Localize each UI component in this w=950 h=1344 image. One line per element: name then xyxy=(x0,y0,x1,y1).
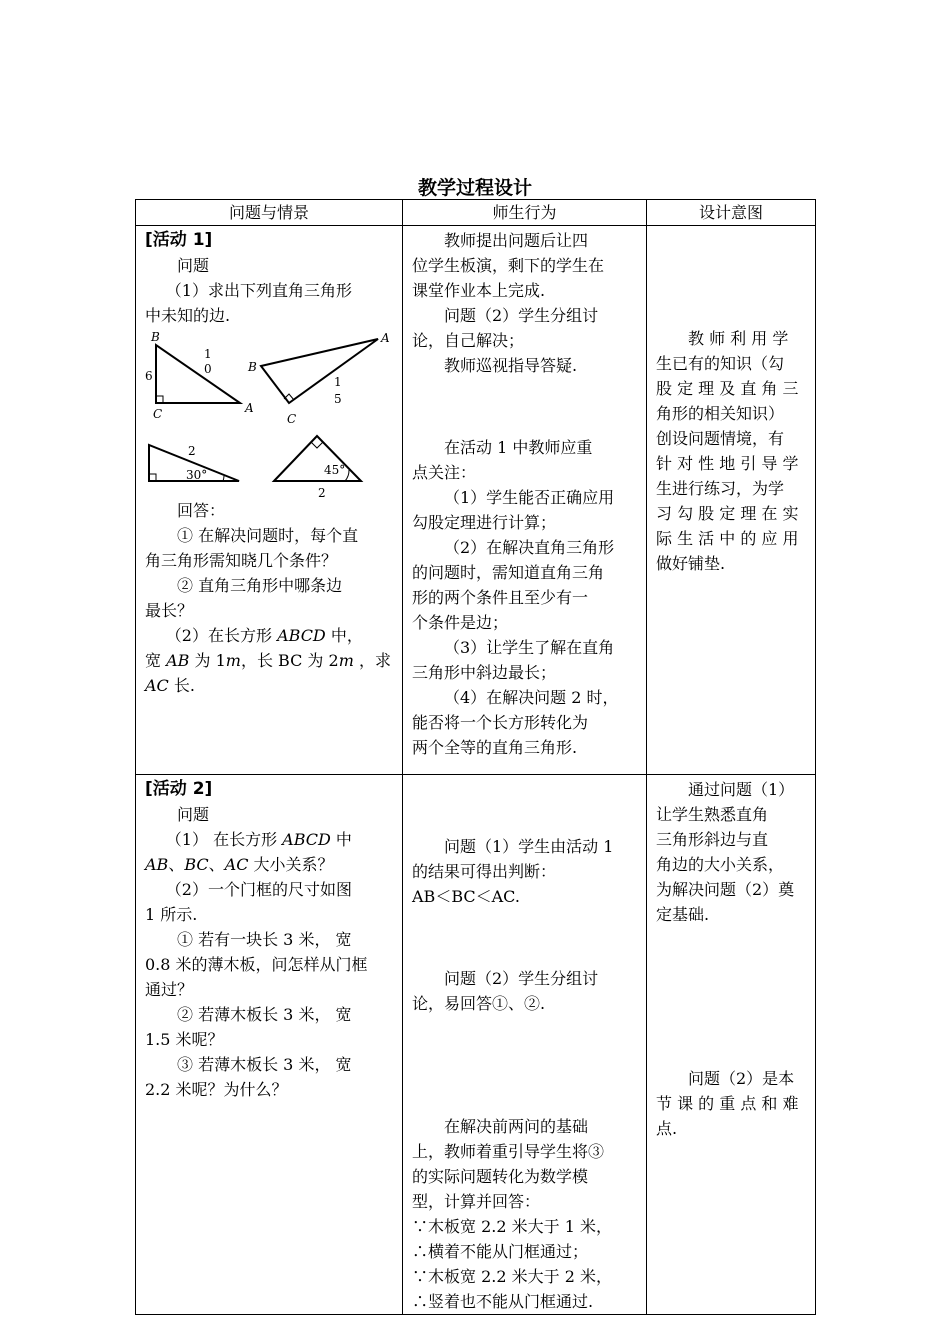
text-line: 能否将一个长方形转化为 xyxy=(412,713,589,732)
text-line: 角形的相关知识） xyxy=(656,404,785,423)
teacher-text xyxy=(403,226,646,760)
intent-text xyxy=(647,226,815,576)
sub-question: ③ 若薄木板长 3 米， 宽 xyxy=(177,1055,352,1074)
q1-line: 中未知的边. xyxy=(145,306,231,325)
answer-line: ② 直角三角形中哪条边 xyxy=(177,576,343,595)
answer-line: ① 在解决问题时，每个直 xyxy=(177,526,359,545)
activity-1-intent xyxy=(647,226,816,775)
text-line: ∴横着不能从门框通过； xyxy=(412,1242,589,1261)
text-line: AB＜BC＜AC. xyxy=(412,887,520,906)
text-line: 两个全等的直角三角形. xyxy=(412,738,578,757)
activity-1-row xyxy=(136,226,816,775)
text-line: 教师提出问题后让四 xyxy=(444,231,589,250)
blank-line xyxy=(412,793,639,818)
blank-line xyxy=(412,1073,639,1098)
label-A: A xyxy=(381,331,390,345)
triangle-figures xyxy=(141,328,399,498)
q2-line: （2）一个门框的尺寸如图 xyxy=(165,880,352,899)
label-angle: 45° xyxy=(324,463,346,477)
text-line: 型，计算并回答： xyxy=(412,1192,541,1211)
text-line: 点. xyxy=(656,1119,678,1138)
text-line: 问题（2）是本 xyxy=(688,1069,795,1088)
intent-text xyxy=(647,775,815,1141)
text-line: 做好铺垫. xyxy=(656,554,726,573)
label-side: 5 xyxy=(334,392,342,406)
q2-line: AC 长. xyxy=(145,676,195,695)
text-line: 节 课 的 重 点 和 难 xyxy=(656,1094,799,1113)
label-side: 2 xyxy=(188,444,196,458)
right-angle-mark xyxy=(156,396,163,403)
text-line: ∵木板宽 2.2 米大于 2 米， xyxy=(412,1267,612,1286)
q2-line: （2）在长方形 ABCD 中， xyxy=(165,626,363,645)
q1-line: AB、BC、AC 大小关系？ xyxy=(145,855,334,874)
header-intent: 设计意图 xyxy=(647,200,816,226)
text-line: （1）学生能否正确应用 xyxy=(444,488,615,507)
label-B: B xyxy=(248,360,257,374)
text-line: 针 对 性 地 引 导 学 xyxy=(656,454,799,473)
text-line: 问题（2）学生分组讨 xyxy=(444,969,599,988)
sub-question: ① 若有一块长 3 米， 宽 xyxy=(177,930,352,949)
text-line: 习 勾 股 定 理 在 实 xyxy=(656,504,799,523)
sub-question: ② 若薄木板长 3 米， 宽 xyxy=(177,1005,352,1024)
sub-question: 通过？ xyxy=(145,980,194,999)
blank-line xyxy=(656,943,808,968)
label-A: A xyxy=(245,401,254,415)
text-line: ∴竖着也不能从门框通过. xyxy=(412,1292,594,1311)
q1-line: （1）求出下列直角三角形 xyxy=(165,281,352,300)
text-line: 让学生熟悉直角 xyxy=(656,805,769,824)
label-side: 1 xyxy=(204,347,212,361)
activity-2-situation xyxy=(136,775,403,1315)
page-title: 教学过程设计 xyxy=(417,177,532,199)
text-line: 通过问题（1） xyxy=(688,780,795,799)
activity-1-behavior xyxy=(403,226,647,775)
blank-line xyxy=(412,925,639,950)
text-line: 的问题时，需知道直角三角 xyxy=(412,563,605,582)
text-line: 上，教师着重引导学生将③ xyxy=(412,1142,605,1161)
triangle-1 xyxy=(156,345,240,403)
text-line: 生已有的知识（勾 xyxy=(656,354,785,373)
text-line: 点关注： xyxy=(412,463,477,482)
label-B: B xyxy=(151,330,160,344)
right-angle-mark xyxy=(311,442,323,448)
blank-line xyxy=(412,394,639,419)
text-line: 定基础. xyxy=(656,905,710,924)
label-C: C xyxy=(287,412,297,426)
text-line: 在活动 1 中教师应重 xyxy=(444,438,593,457)
text-line: 为解决问题（2）奠 xyxy=(656,880,795,899)
header-situation: 问题与情景 xyxy=(136,200,403,226)
text-line: 形的两个条件且至少有一 xyxy=(412,588,589,607)
blank-line xyxy=(412,1032,639,1057)
text-line: 三角形中斜边最长； xyxy=(412,663,557,682)
triangles-svg xyxy=(141,328,403,498)
text-line: 角边的大小关系， xyxy=(656,855,785,874)
text-line: 在解决前两问的基础 xyxy=(444,1117,589,1136)
text-line: 的结果可得出判断： xyxy=(412,862,557,881)
text-line: 位学生板演，剩下的学生在 xyxy=(412,256,605,275)
text-line: 论，易回答①、②. xyxy=(412,994,546,1013)
activity-1-situation xyxy=(136,226,403,775)
activity-2-heading: [活动 2] xyxy=(145,779,213,799)
text-line: （3）让学生了解在直角 xyxy=(444,638,615,657)
text-line: 课堂作业本上完成. xyxy=(412,281,546,300)
label-side: 2 xyxy=(318,486,326,498)
blank-line xyxy=(656,984,808,1009)
text-line: 创设问题情境，有 xyxy=(656,429,785,448)
text-line: 问题（1）学生由活动 1 xyxy=(444,837,614,856)
label-angle: 30° xyxy=(186,468,208,482)
lesson-table xyxy=(135,199,816,1315)
text-line: 的实际问题转化为数学模 xyxy=(412,1167,589,1186)
triangle-2 xyxy=(261,339,378,403)
triangle-4 xyxy=(274,436,361,481)
text-line: 三角形斜边与直 xyxy=(656,830,769,849)
q2-line: 1 所示. xyxy=(145,905,198,924)
blank-line xyxy=(656,1025,808,1050)
label-6: 6 xyxy=(145,369,153,383)
text-line: 股 定 理 及 直 角 三 xyxy=(656,379,799,398)
activity-2-behavior xyxy=(403,775,647,1315)
teacher-text xyxy=(403,775,646,1314)
q2-line: 宽 AB 为 1m，长 BC 为 2m ，求 xyxy=(145,651,391,670)
activity-1-heading: [活动 1] xyxy=(145,230,213,250)
header-behavior: 师生行为 xyxy=(403,200,647,226)
header-row xyxy=(136,200,816,226)
text-line: 勾股定理进行计算； xyxy=(412,513,557,532)
text-line: 论，自己解决； xyxy=(412,331,525,350)
text-line: 教 师 利 用 学 xyxy=(688,329,789,348)
text-line: 问题（2）学生分组讨 xyxy=(444,306,599,325)
label-C: C xyxy=(153,407,163,421)
right-angle-mark xyxy=(149,474,156,481)
sub-question: 0.8 米的薄木板，问怎样从门框 xyxy=(145,955,368,974)
text-line: （4）在解决问题 2 时， xyxy=(444,688,619,707)
answer-label: 回答： xyxy=(177,501,226,520)
activity-2-intent xyxy=(647,775,816,1315)
text-line: 生进行练习，为学 xyxy=(656,479,785,498)
answer-line: 最长？ xyxy=(145,601,194,620)
question-label: 问题 xyxy=(177,256,210,275)
text-line: （2）在解决直角三角形 xyxy=(444,538,615,557)
text-line: 教师巡视指导答疑. xyxy=(444,356,578,375)
label-side: 1 xyxy=(334,375,342,389)
activity-2-row xyxy=(136,775,816,1315)
question-label: 问题 xyxy=(177,805,210,824)
text-line: ∵木板宽 2.2 米大于 1 米， xyxy=(412,1217,612,1236)
angle-arc xyxy=(345,470,349,481)
q1-line: （1） 在长方形 ABCD 中 xyxy=(165,830,352,849)
answer-line: 角三角形需知晓几个条件？ xyxy=(145,551,338,570)
sub-question: 1.5 米呢？ xyxy=(145,1030,224,1049)
text-line: 个条件是边； xyxy=(412,613,509,632)
sub-question: 2.2 米呢？为什么？ xyxy=(145,1080,288,1099)
label-side: 0 xyxy=(204,362,212,376)
text-line: 际 生 活 中 的 应 用 xyxy=(656,529,799,548)
